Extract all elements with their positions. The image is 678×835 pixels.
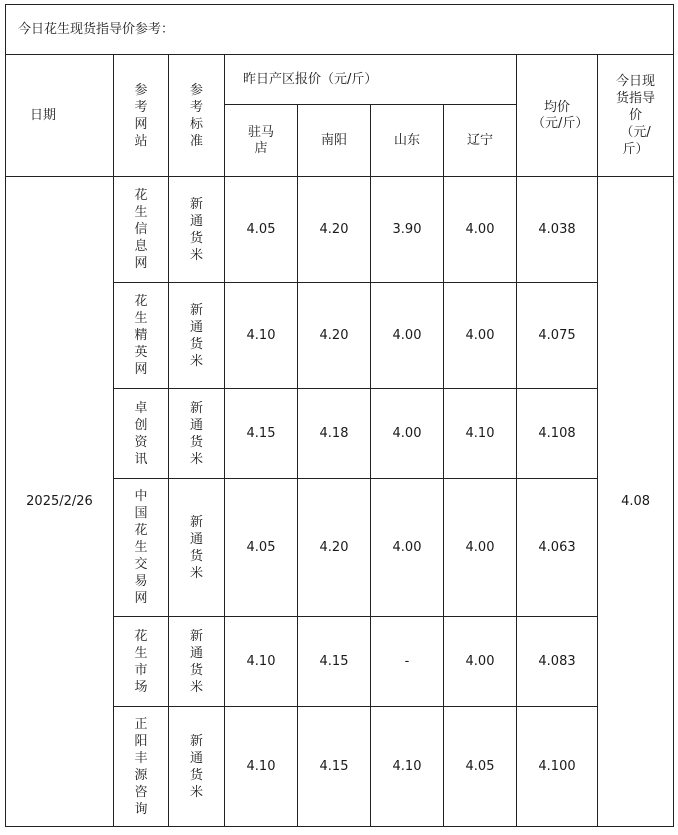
price-liaoning: 4.00 — [444, 283, 517, 389]
price-average: 4.100 — [517, 707, 598, 827]
price-shandong: 4.00 — [371, 389, 444, 479]
standard-cell: 新通货米 — [169, 283, 225, 389]
price-shandong: 4.00 — [371, 479, 444, 617]
price-nanyang: 4.20 — [298, 283, 371, 389]
date-cell: 2025/2/26 — [6, 177, 114, 827]
standard-cell: 新通货米 — [169, 389, 225, 479]
price-nanyang: 4.20 — [298, 479, 371, 617]
price-zhumadian: 4.05 — [225, 479, 298, 617]
price-zhumadian: 4.10 — [225, 617, 298, 707]
price-table — [5, 4, 674, 827]
header-standard: 参考标准 — [169, 55, 225, 177]
standard-cell: 新通货米 — [169, 617, 225, 707]
table-caption: 今日花生现货指导价参考： — [6, 5, 674, 55]
price-zhumadian: 4.10 — [225, 283, 298, 389]
header-average: 均价（元/斤） — [517, 55, 598, 177]
price-liaoning: 4.00 — [444, 177, 517, 283]
site-cell: 花生信息网 — [114, 177, 169, 283]
standard-cell: 新通货米 — [169, 707, 225, 827]
standard-cell: 新通货米 — [169, 479, 225, 617]
site-cell: 卓创资讯 — [114, 389, 169, 479]
price-nanyang: 4.18 — [298, 389, 371, 479]
price-average: 4.038 — [517, 177, 598, 283]
price-nanyang: 4.20 — [298, 177, 371, 283]
price-nanyang: 4.15 — [298, 707, 371, 827]
site-cell: 中国花生交易网 — [114, 479, 169, 617]
price-liaoning: 4.05 — [444, 707, 517, 827]
price-shandong: 4.10 — [371, 707, 444, 827]
header-region-zhumadian: 驻马店 — [225, 105, 298, 177]
price-liaoning: 4.00 — [444, 479, 517, 617]
header-yesterday-prices: 昨日产区报价（元/斤） — [225, 55, 517, 105]
site-cell: 花生市场 — [114, 617, 169, 707]
table-row — [6, 177, 674, 283]
price-shandong: 3.90 — [371, 177, 444, 283]
header-region-shandong: 山东 — [371, 105, 444, 177]
header-guide-price: 今日现货指导价（元/斤） — [598, 55, 674, 177]
header-site: 参考网站 — [114, 55, 169, 177]
price-shandong: 4.00 — [371, 283, 444, 389]
site-cell: 花生精英网 — [114, 283, 169, 389]
price-zhumadian: 4.10 — [225, 707, 298, 827]
header-date: 日期 — [6, 55, 114, 177]
price-average: 4.083 — [517, 617, 598, 707]
header-region-liaoning: 辽宁 — [444, 105, 517, 177]
price-average: 4.075 — [517, 283, 598, 389]
site-cell: 正阳丰源咨询 — [114, 707, 169, 827]
price-average: 4.063 — [517, 479, 598, 617]
standard-cell: 新通货米 — [169, 177, 225, 283]
price-liaoning: 4.00 — [444, 617, 517, 707]
price-zhumadian: 4.05 — [225, 177, 298, 283]
price-zhumadian: 4.15 — [225, 389, 298, 479]
price-average: 4.108 — [517, 389, 598, 479]
price-liaoning: 4.10 — [444, 389, 517, 479]
price-shandong: - — [371, 617, 444, 707]
guide-price-cell: 4.08 — [598, 177, 674, 827]
price-nanyang: 4.15 — [298, 617, 371, 707]
header-region-nanyang: 南阳 — [298, 105, 371, 177]
